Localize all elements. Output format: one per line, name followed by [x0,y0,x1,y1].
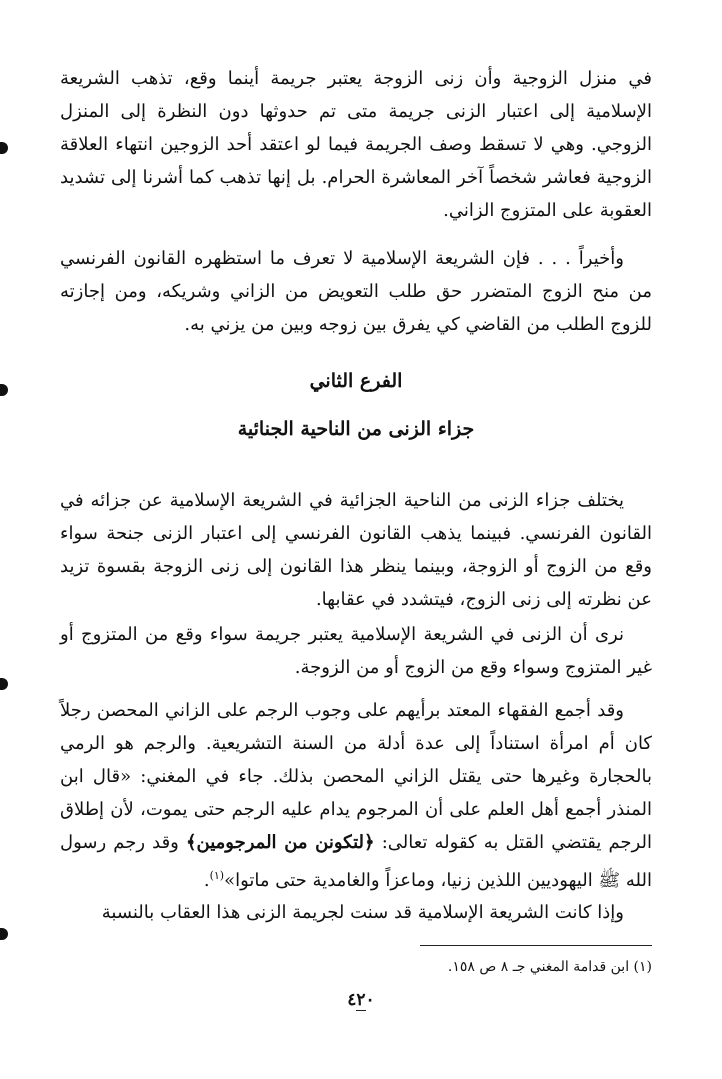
page-number [300,990,422,1011]
scan-edge-mark [0,142,8,154]
body-paragraph: نرى أن الزنى في الشريعة الإسلامية يعتبر جريمة سواء وقع من المتزوج أو غير المتزوج وسواء وقع من الزوج أو من الزوجة. [60,624,652,678]
body-paragraph: وإذا كانت الشريعة الإسلامية قد سنت لجريمة الزنى هذا العقاب بالنسبة [101,902,624,923]
body-paragraph [60,694,652,897]
scan-edge-mark [0,928,8,940]
quran-verse: ﴿لتكونن من المرجومين﴾ [185,832,375,853]
body-paragraph: يختلف جزاء الزنى من الناحية الجزائية في الشريعة الإسلامية عن جزائه في القانون الفرنسي. فبينما يذهب القانون الفرنسي إلى اعتبار الزنى جنحة سواء وقع من الزوج أو الزوجة، وبينما ينظر هذا القانون إلى زنى الزوجة بقسوة تزيد عن نظرته إلى زنى الزوج، فيتشدد في عقابها. [60,490,652,610]
scan-edge-mark [0,384,8,396]
page-number-text: ٤٢٠ [347,990,375,1010]
paragraph-text: وقد أجمع الفقهاء المعتد برأيهم على وجوب الرجم على الزاني المحصن رجلاً كان أم امرأة استناداً إلى عدة أدلة من السنة التشريعية. والرجم هو الرمي بالحجارة وغيرها حتى يقتل الزاني المحصن بذلك. جاء في المغني: «قال ابن المنذر أجمع أهل العلم على أن المرجوم يدام عليه الرجم حتى يموت، لأن إطلاق الرجم يقتضي القتل به كقوله تعالى: [60,700,652,853]
body-paragraph: في منزل الزوجية وأن زنى الزوجة يعتبر جريمة أينما وقع، تذهب الشريعة الإسلامية إلى اعتبار الزنى جريمة متى تم حدوثها دون النظرة إلى المنزل الزوجي. وهي لا تسقط وصف الجريمة فيما لو اعتقد أحد الزوجين انتهاء العلاقة الزوجية فعاشر شخصاً آخر المعاشرة الحرام. بل إنها تذهب كما أشرنا إلى تشديد العقوبة على المتزوج الزاني. [60,68,652,221]
page-number-underline [356,1010,366,1011]
body-paragraph: وأخيراً . . . فإن الشريعة الإسلامية لا تعرف ما استظهره القانون الفرنسي من منح الزوج المتضرر حق طلب التعويض من الزاني وشريكه، ومن إجازته للزوج الطلب من القاضي كي يفرق بين زوجه وبين من يزني به. [60,248,652,335]
paragraph-text: . [203,870,210,891]
footnote: (١) ابن قدامة المغني جـ ٨ ص ١٥٨. [447,959,652,975]
footnote-reference[interactable]: (١) [209,869,225,882]
footnote-divider [420,945,652,946]
scan-edge-mark [0,678,8,690]
branch-title: الفرع الثاني [309,370,403,392]
paragraph-text: وقد رجم رسول الله ﷺ اليهوديين اللذين زنيا، وماعزاً والغامدية حتى ماتوا» [60,832,652,891]
section-title: جزاء الزنى من الناحية الجنائية [237,418,475,440]
